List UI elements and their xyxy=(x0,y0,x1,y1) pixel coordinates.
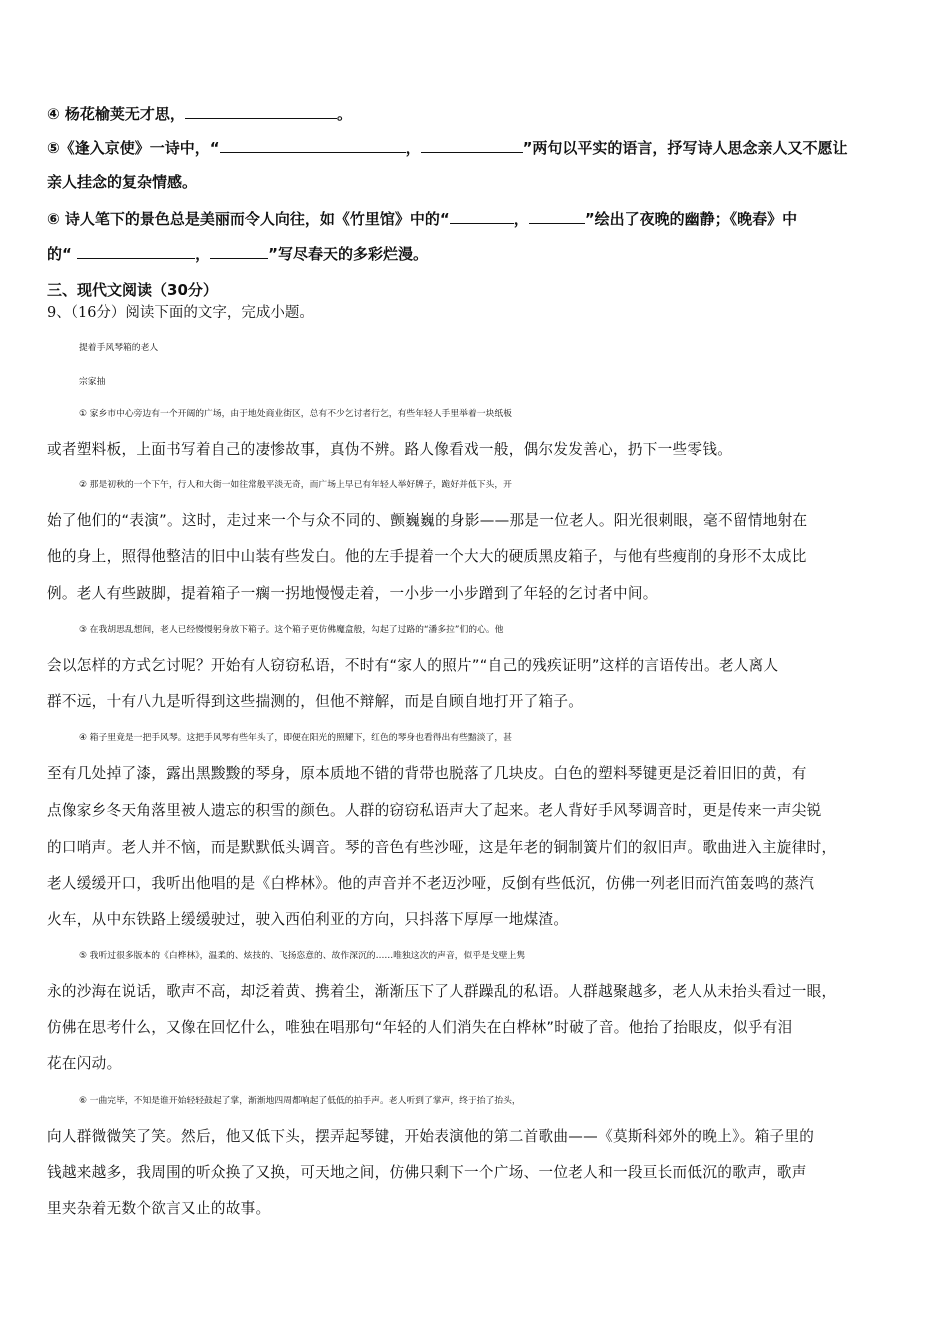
article-line: 火车，从中东铁路上缓缓驶过，驶入西伯利亚的方向，只抖落下厚厚一地煤渣。 xyxy=(47,911,569,928)
article-line: 或者塑料板，上面书写着自己的凄惨故事，真伪不辨。路人像看戏一般，偶尔发发善心，扔下一些零钱。 xyxy=(47,441,733,458)
article-line: 的口哨声。老人并不恼，而是默默低头调音。琴的音色有些沙哑，这是年老的铜制簧片们的叙旧声。歌曲进入主旋律时， xyxy=(47,839,837,856)
question-6-separator-2: ， xyxy=(195,245,211,263)
article-line: 仿佛在思考什么，又像在回忆什么，唯独在唱那句“年轻的人们消失在白桦林”时破了音。他抬了抬眼皮，似乎有泪 xyxy=(47,1019,793,1036)
question-6-separator: ， xyxy=(513,210,529,228)
question-5-separator: ， xyxy=(405,139,421,157)
article-line: 他的身上，照得他整洁的旧中山装有些发白。他的左手提着一个大大的硬质黑皮箱子，与他有些瘦削的身形不太成比 xyxy=(47,548,807,565)
answer-blank xyxy=(421,137,523,153)
article-line: 始了他们的“表演”。这时，走过来一个与众不同的、颤巍巍的身影——那是一位老人。阳光很刺眼，毫不留情地射在 xyxy=(47,512,808,529)
article-line: 花在闪动。 xyxy=(47,1055,122,1072)
answer-blank xyxy=(210,243,268,259)
question-6-prefix-2: 的“ xyxy=(47,245,78,263)
question-6-line-2 xyxy=(47,243,907,264)
article-line: ② 那是初秋的一个下午，行人和大街一如往常般平淡无奇，而广场上早已有年轻人举好牌子，跪好并低下头，开 xyxy=(79,480,512,490)
article-line: ④ 箱子里竟是一把手风琴。这把手风琴有些年头了，即便在阳光的照耀下，红色的琴身也看得出有些黯淡了，甚 xyxy=(79,733,512,743)
article-line: ① 家乡市中心旁边有一个开阔的广场，由于地处商业街区，总有不少乞讨者行乞，有些年轻人手里举着一块纸板 xyxy=(79,409,512,419)
answer-blank xyxy=(450,208,514,224)
article-line: 会以怎样的方式乞讨呢？开始有人窃窃私语，不时有“家人的照片”“自己的残疾证明”这样的言语传出。老人离人 xyxy=(47,657,779,674)
question-4-end: 。 xyxy=(336,105,352,123)
question-5-suffix: ”两句以平实的语言，抒写诗人思念亲人又不愿让 xyxy=(522,139,848,157)
answer-blank xyxy=(185,103,337,119)
question-5-line-1 xyxy=(47,137,907,158)
article-author: 宗家抽 xyxy=(79,377,106,387)
question-6-line-1 xyxy=(47,208,907,229)
article-line: 永的沙海在说话，歌声不高，却泛着黄、携着尘，渐渐压下了人群躁乱的私语。人群越聚越多，老人从未抬头看过一眼， xyxy=(47,983,837,1000)
question-4-text: ④ 杨花榆荚无才思， xyxy=(47,105,185,123)
article-line: 里夹杂着无数个欲言又止的故事。 xyxy=(47,1200,271,1217)
article-line: ⑥ 一曲完毕，不知是谁开始轻轻鼓起了掌，渐渐地四周都响起了低低的拍手声。老人听到了掌声，终于抬了抬头， xyxy=(79,1096,521,1106)
question-6-suffix-2: ”写尽春天的多彩烂漫。 xyxy=(268,245,428,263)
answer-blank xyxy=(529,208,585,224)
question-5-line-2: 亲人挂念的复杂情感。 xyxy=(47,173,198,191)
article-line: ⑤ 我听过很多版本的《白桦林》，温柔的、炫技的、飞扬恣意的、故作深沉的……唯独这次的声音，似乎是戈壁上隽 xyxy=(79,951,526,961)
question-6-prefix: ⑥ 诗人笔下的景色总是美丽而令人向往，如《竹里馆》中的“ xyxy=(47,210,450,228)
answer-blank xyxy=(77,243,195,259)
article-line: 钱越来越多，我周围的听众换了又换，可天地之间，仿佛只剩下一个广场、一位老人和一段亘长而低沉的歌声，歌声 xyxy=(47,1164,807,1181)
section-heading: 三、现代文阅读（30分） xyxy=(47,281,218,299)
article-line: 至有几处掉了漆，露出黑黢黢的琴身，原本质地不错的背带也脱落了几块皮。白色的塑料琴键更是泛着旧旧的黄，有 xyxy=(47,765,807,782)
question-4-line xyxy=(47,103,907,124)
article-line: 老人缓缓开口，我听出他唱的是《白桦林》。他的声音并不老迈沙哑，反倒有些低沉，仿佛一列老旧而汽笛轰鸣的蒸汽 xyxy=(47,875,815,892)
answer-blank xyxy=(220,137,406,153)
article-line: ③ 在我胡思乱想间，老人已经慢慢躬身放下箱子。这个箱子更仿佛魔盒般，勾起了过路的“潘多拉”们的心。他 xyxy=(79,625,504,635)
article-line: 点像家乡冬天角落里被人遗忘的积雪的颜色。人群的窃窃私语声大了起来。老人背好手风琴调音时，更是传来一声尖锐 xyxy=(47,802,822,819)
article-title: 提着手风琴箱的老人 xyxy=(79,343,159,353)
question-9-intro: 9、（16分）阅读下面的文字，完成小题。 xyxy=(47,305,314,321)
article-line: 群不远，十有八九是听得到这些揣测的，但他不辩解，而是自顾自地打开了箱子。 xyxy=(47,693,584,710)
question-6-suffix: ”绘出了夜晚的幽静；《晚春》中 xyxy=(584,210,798,228)
question-5-prefix: ⑤《逢入京使》一诗中，“ xyxy=(47,139,220,157)
article-line: 向人群微微笑了笑。然后，他又低下头，摆弄起琴键，开始表演他的第二首歌曲——《莫斯科郊外的晚上》。箱子里的 xyxy=(47,1128,815,1145)
article-line: 例。老人有些跛脚，提着箱子一瘸一拐地慢慢走着，一小步一小步蹭到了年轻的乞讨者中间。 xyxy=(47,585,658,602)
